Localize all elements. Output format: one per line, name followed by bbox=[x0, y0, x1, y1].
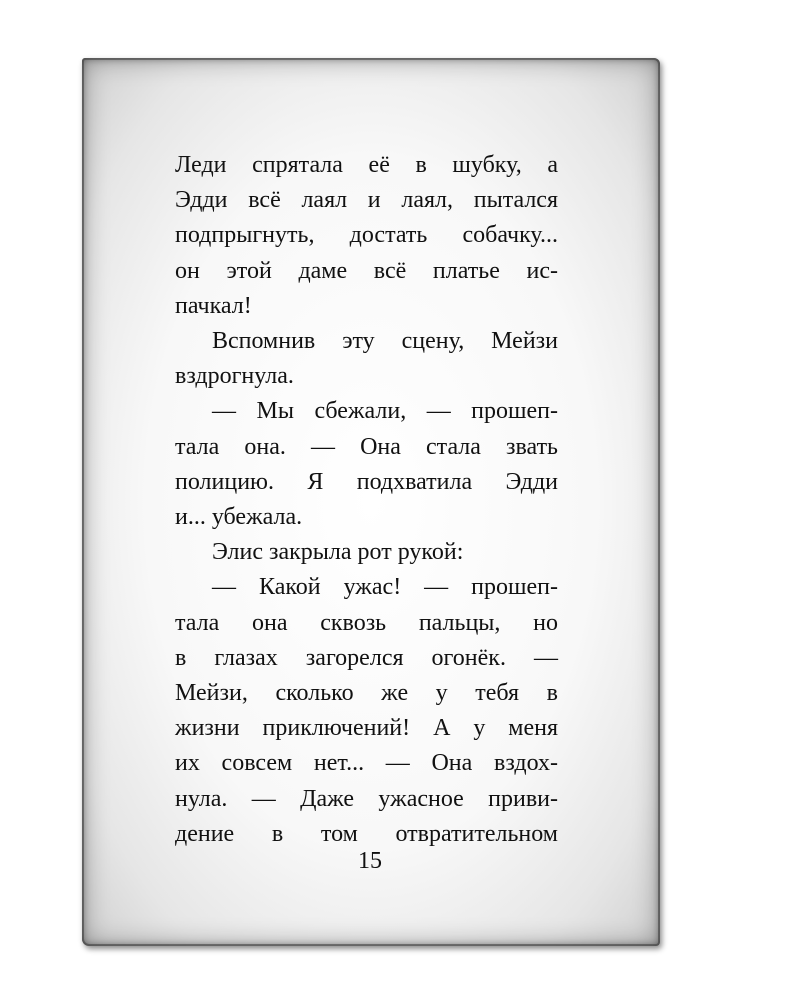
text-line: — Мы сбежали, — прошеп- bbox=[212, 398, 558, 425]
text-line: пачкал! bbox=[175, 292, 252, 319]
text-line: Леди спрятала её в шубку, а bbox=[175, 152, 558, 178]
text-line: тала она. — Она стала звать bbox=[175, 433, 558, 460]
text-line: Мейзи, сколько же у тебя в bbox=[175, 680, 558, 707]
text-line: полицию. Я подхватила Эдди bbox=[175, 468, 558, 495]
text-line: он этой даме всё платье ис- bbox=[175, 257, 558, 284]
text-line: Элис закрыла рот рукой: bbox=[212, 539, 464, 566]
text-line: в глазах загорелся огонёк. — bbox=[175, 644, 558, 671]
text-line: — Какой ужас! — прошеп- bbox=[212, 574, 558, 601]
body-text bbox=[175, 148, 558, 852]
text-line: Вспомнив эту сцену, Мейзи bbox=[212, 328, 558, 355]
text-line: и... убежала. bbox=[175, 504, 303, 531]
text-line: их совсем нет... — Она вздох- bbox=[175, 750, 558, 777]
text-line: жизни приключений! А у меня bbox=[175, 715, 558, 742]
page-number: 15 bbox=[358, 848, 382, 874]
text-line: дение в том отвратительном bbox=[175, 820, 558, 847]
text-line: вздрогнула. bbox=[175, 363, 294, 390]
text-line: тала она сквозь пальцы, но bbox=[175, 609, 558, 636]
text-line: Эдди всё лаял и лаял, пытался bbox=[175, 187, 558, 214]
text-line: подпрыгнуть, достать собачку... bbox=[175, 222, 558, 249]
text-line: нула. — Даже ужасное приви- bbox=[175, 785, 558, 812]
